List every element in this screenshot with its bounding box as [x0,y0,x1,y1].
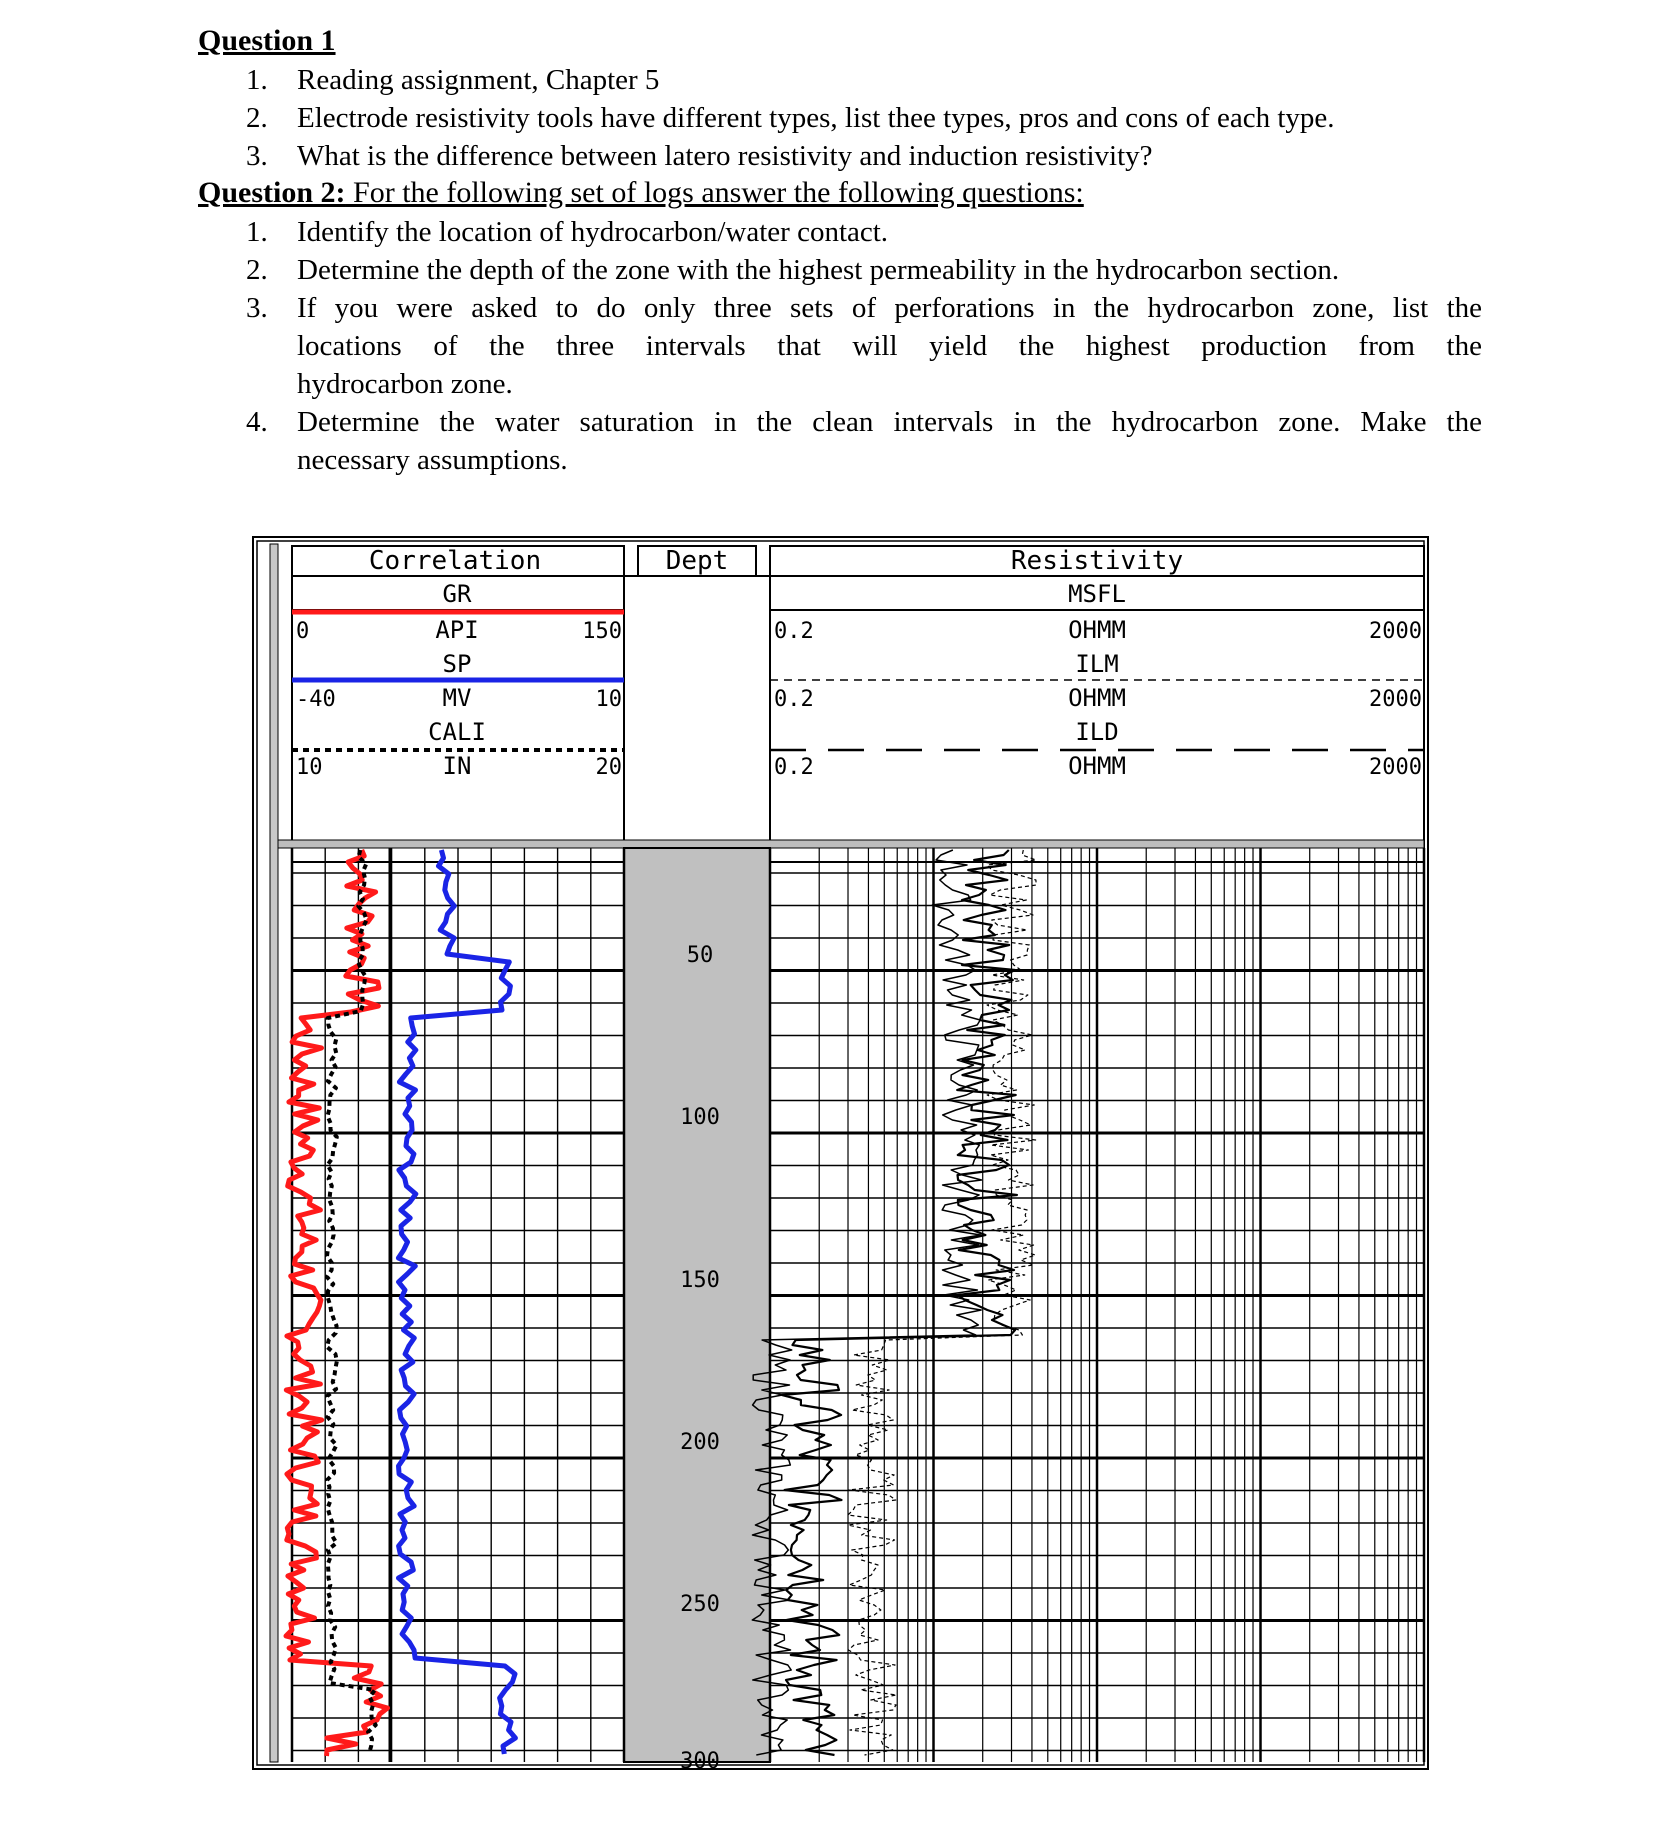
gr-curve-unit: API [435,616,479,644]
well-log-figure [252,536,1429,1770]
sp-curve-name: SP [442,650,472,678]
sp-scale-min: -40 [296,687,336,712]
q1-item-1-number: 1. [246,64,268,96]
depth-label-50: 50 [686,943,714,968]
depth-track-title: Dept [665,546,729,576]
depth-label-250: 250 [680,1592,720,1617]
ild-scale-max: 2000 [1369,755,1422,780]
q1-item-2-text: Electrode resistivity tools have different types, list thee types, pros and cons of each type. [297,102,1335,134]
ild-scale-min: 0.2 [774,755,814,780]
ild-curve-unit: OHMM [1068,752,1126,780]
depth-track-band [624,848,770,1762]
q1-item-2-number: 2. [246,102,268,134]
log-header [292,546,1424,862]
cali-curve-name: CALI [428,718,486,746]
question-2-heading-line [198,175,1084,211]
msfl-scale-min: 0.2 [774,619,814,644]
q1-item-3-text: What is the difference between latero resistivity and induction resistivity? [297,140,1153,172]
depth-label-150: 150 [680,1268,720,1293]
sp-scale-max: 10 [595,687,622,712]
sp-curve-unit: MV [442,684,472,712]
q2-item-4-line-1: Determine the water saturation in the clean intervals in the hydrocarbon zone. Make the [297,406,1482,438]
ilm-curve-unit: OHMM [1068,684,1126,712]
q2-item-3-number: 3. [246,292,268,324]
depth-label-300: 300 [680,1749,720,1770]
cali-curve-unit: IN [442,752,472,780]
msfl-curve-unit: OHMM [1068,616,1126,644]
msfl-scale-max: 2000 [1369,619,1422,644]
gr-curve-name: GR [442,580,472,608]
q2-item-3-line-2: locations of the three intervals that will yield the highest production from the [297,330,1482,362]
gr-scale-min: 0 [296,619,310,644]
ilm-curve-name: ILM [1075,650,1119,678]
depth-label-100: 100 [680,1105,720,1130]
cali-scale-min: 10 [296,755,323,780]
msfl-curve-name: MSFL [1068,580,1126,608]
q1-item-3-number: 3. [246,140,268,172]
ilm-scale-max: 2000 [1369,687,1422,712]
q2-item-3-line-1: If you were asked to do only three sets of perforations in the hydrocarbon zone, list the [297,292,1482,324]
q2-item-2-number: 2. [246,254,268,286]
question-1-heading: Question 1 [198,24,336,57]
q2-item-1-text: Identify the location of hydrocarbon/water contact. [297,216,889,248]
ild-curve-name: ILD [1075,718,1119,746]
resistivity-track-title: Resistivity [1010,546,1184,576]
question-2-heading: Question 2: [198,176,346,209]
q2-item-1-number: 1. [246,216,268,248]
q2-item-3-line-3: hydrocarbon zone. [297,368,513,400]
q2-item-2-text: Determine the depth of the zone with the highest permeability in the hydrocarbon section. [297,254,1340,286]
depth-label-200: 200 [680,1430,720,1455]
gr-scale-max: 150 [582,619,622,644]
cali-scale-max: 20 [595,755,622,780]
q2-item-4-number: 4. [246,406,268,438]
q1-item-1-text: Reading assignment, Chapter 5 [297,64,660,96]
question-2-intro: For the following set of logs answer the following questions: [345,176,1084,209]
correlation-track-title: Correlation [368,546,542,576]
ilm-scale-min: 0.2 [774,687,814,712]
q2-item-4-line-2: necessary assumptions. [297,444,568,476]
